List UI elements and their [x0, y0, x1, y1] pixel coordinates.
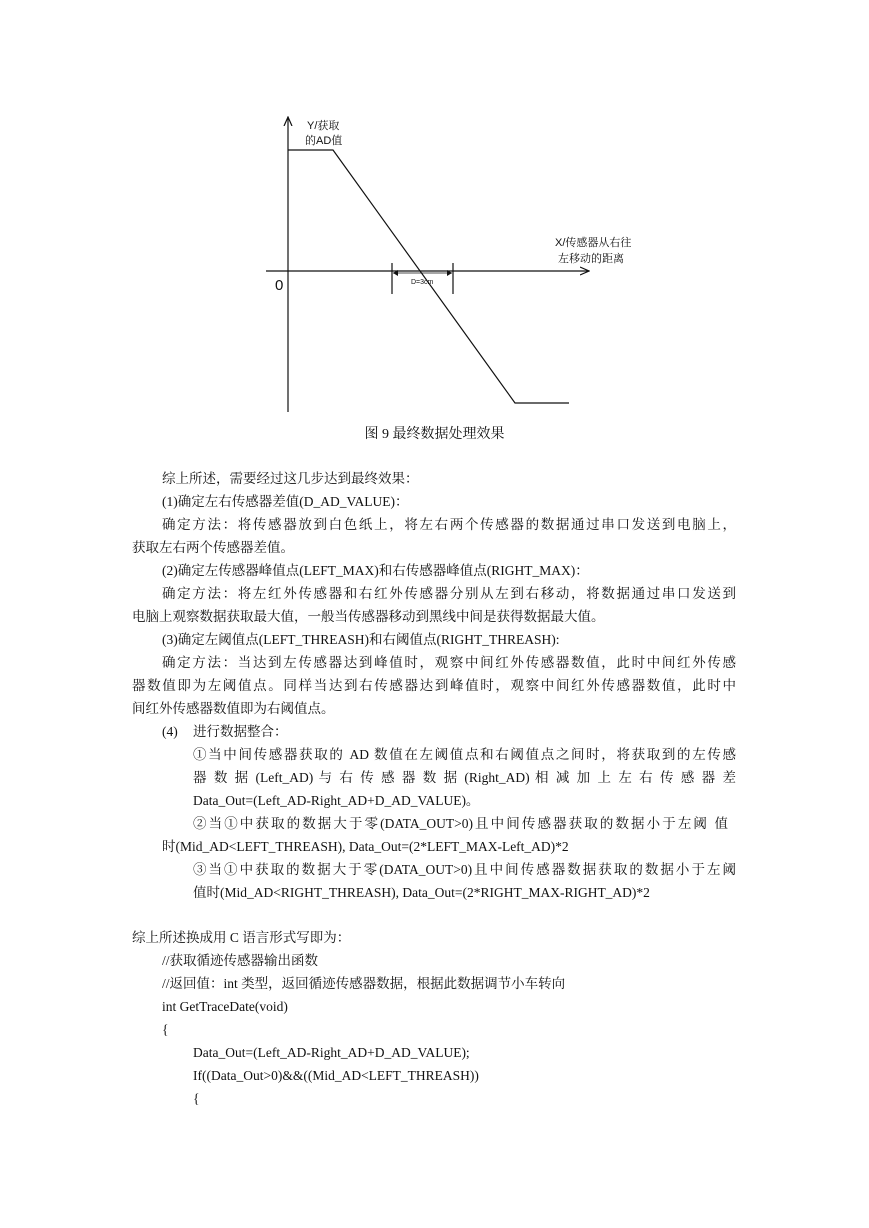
code-open-brace: {: [162, 1022, 169, 1037]
data-processing-figure: [0, 0, 869, 450]
code-intro: 综上所述换成用 C 语言形式写即为：: [132, 930, 351, 945]
step1-method-cont: 获取左右两个传感器差值。: [132, 540, 294, 555]
step4-number: (4): [162, 724, 178, 739]
x-label-line2: 左移动的距离: [558, 253, 624, 265]
rule1-formula: Data_Out=(Left_AD-Right_AD+D_AD_VALUE)。: [193, 793, 480, 808]
step3-heading: (3)确定左阈值点(LEFT_THREASH)和右阈值点(RIGHT_THREASH):: [162, 632, 560, 647]
response-curve: [288, 150, 569, 403]
step3-method-cont2: 间红外传感器数值即为右阈值点。: [132, 701, 335, 716]
step2-heading: (2)确定左传感器峰值点(LEFT_MAX)和右传感器峰值点(RIGHT_MAX)：: [162, 563, 589, 578]
step1-method: 确定方法：将传感器放到白色纸上，将左右两个传感器的数据通过串口发送到电脑上，: [162, 517, 736, 532]
code-signature: int GetTraceDate(void): [162, 999, 288, 1014]
step2-method-cont: 电脑上观察数据获取最大值，一般当传感器移动到黑线中间是获得数据最大值。: [132, 609, 605, 624]
y-label-line2: 的AD值: [305, 135, 343, 147]
rule1-text: ①当中间传感器获取的 AD 数值在左阈值点和右阈值点之间时，将获取到的左传感: [193, 747, 736, 762]
step3-method-cont1: 器数值即为左阈值点。同样当达到右传感器达到峰值时，观察中间红外传感器数值，此时中: [132, 678, 736, 693]
code-comment1: //获取循迹传感器输出函数: [162, 953, 319, 968]
y-label-line1: Y/获取: [307, 120, 340, 132]
origin-label: 0: [275, 277, 284, 294]
distance-label: D=3cm: [411, 279, 434, 286]
step1-heading: (1)确定左右传感器差值(D_AD_VALUE)：: [162, 494, 409, 509]
step2-method: 确定方法：将左红外传感器和右红外传感器分别从左到右移动，将数据通过串口发送到: [162, 586, 736, 601]
summary-intro: 综上所述，需要经过这几步达到最终效果：: [162, 471, 419, 486]
step4-heading: 进行数据整合：: [193, 724, 288, 739]
rule2-text: ②当①中获取的数据大于零(DATA_OUT>0)且中间传感器获取的数据小于左阈 值: [193, 816, 728, 831]
code-assign: Data_Out=(Left_AD-Right_AD+D_AD_VALUE);: [193, 1045, 470, 1060]
code-comment2: //返回值：int 类型，返回循迹传感器数据，根据此数据调节小车转向: [162, 976, 566, 991]
rule1-text-cont: 器 数 据 (Left_AD) 与 右 传 感 器 数 据 (Right_AD) 相 减 加 上 左 右 传 感 器 差: [193, 770, 736, 785]
rule3-formula: 值时(Mid_AD<RIGHT_THREASH), Data_Out=(2*RIGHT_MAX-RIGHT_AD)*2: [193, 885, 650, 900]
rule2-formula: 时(Mid_AD<LEFT_THREASH), Data_Out=(2*LEFT_MAX-Left_AD)*2: [162, 839, 569, 854]
step3-method: 确定方法：当达到左传感器达到峰值时，观察中间红外传感器数值，此时中间红外传感: [162, 655, 736, 670]
code-if-brace: {: [193, 1091, 200, 1106]
rule3-text: ③当①中获取的数据大于零(DATA_OUT>0)且中间传感器数据获取的数据小于左阈: [193, 862, 736, 877]
code-if: If((Data_Out>0)&&((Mid_AD<LEFT_THREASH)): [193, 1068, 479, 1083]
x-label-line1: X/传感器从右往: [555, 237, 632, 249]
figure-caption: 图 9 最终数据处理效果: [364, 427, 505, 442]
